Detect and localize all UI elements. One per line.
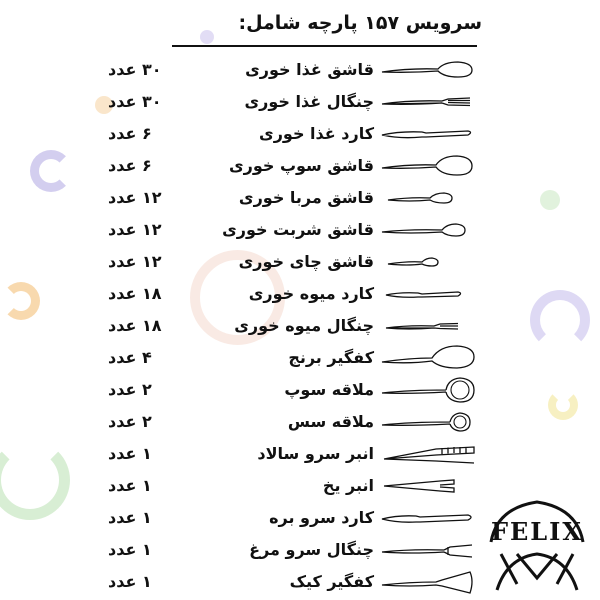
tea-spoon-icon: [380, 247, 475, 277]
item-count: ۳۰ عدد: [108, 60, 162, 79]
list-item: [0, 54, 600, 86]
item-count: ۱۲ عدد: [108, 252, 162, 271]
item-name: کارد سرو بره: [269, 508, 374, 527]
item-count: ۱۲ عدد: [108, 220, 162, 239]
item-name: کارد میوه خوری: [248, 284, 374, 303]
item-name: کفگیر برنج: [288, 348, 374, 367]
item-count: ۱ عدد: [108, 540, 152, 559]
list-item: [0, 406, 600, 438]
list-item: [0, 86, 600, 118]
decor-dot-purple: [200, 30, 214, 44]
item-count: ۲ عدد: [108, 380, 152, 399]
item-count: ۶ عدد: [108, 156, 152, 175]
item-name: کفگیر کیک: [289, 572, 374, 591]
item-name: قاشق غذا خوری: [245, 60, 374, 79]
list-item: [0, 246, 600, 278]
fork-icon: [380, 87, 475, 117]
soup-ladle-icon: [380, 375, 475, 405]
list-item: [0, 278, 600, 310]
item-count: ۴ عدد: [108, 348, 152, 367]
spoon-icon: [380, 55, 475, 85]
list-item: [0, 214, 600, 246]
sauce-ladle-icon: [380, 407, 475, 437]
knife-icon: [380, 119, 475, 149]
item-count: ۱ عدد: [108, 508, 152, 527]
list-item: [0, 342, 600, 374]
item-name: چنگال میوه خوری: [234, 316, 374, 335]
item-count: ۱ عدد: [108, 476, 152, 495]
list-item: [0, 374, 600, 406]
item-name: ملاقه سوپ: [284, 380, 374, 399]
item-count: ۶ عدد: [108, 124, 152, 143]
list-item: [0, 310, 600, 342]
item-name: قاشق مربا خوری: [238, 188, 374, 207]
rice-skimmer-icon: [380, 343, 475, 373]
item-name: کارد غذا خوری: [259, 124, 374, 143]
item-count: ۱۸ عدد: [108, 284, 162, 303]
logo-text: FELIX: [490, 517, 584, 546]
sherbet-spoon-icon: [380, 215, 475, 245]
salad-tongs-icon: [380, 439, 475, 469]
list-item: [0, 182, 600, 214]
title-underline: [172, 45, 477, 47]
item-name: چنگال غذا خوری: [244, 92, 374, 111]
item-name: قاشق شربت خوری: [222, 220, 374, 239]
carving-knife-icon: [380, 503, 475, 533]
felix-logo: [487, 498, 587, 593]
carving-fork-icon: [380, 535, 475, 565]
page-title: سرویس ۱۵۷ پارچه شامل:: [238, 12, 482, 34]
fruit-fork-icon: [380, 311, 475, 341]
item-name: ملاقه سس: [287, 412, 374, 431]
soup-spoon-icon: [380, 151, 475, 181]
item-name: انبر سرو سالاد: [257, 444, 374, 463]
jam-spoon-icon: [380, 183, 475, 213]
item-count: ۱۸ عدد: [108, 316, 162, 335]
cake-server-icon: [380, 567, 475, 597]
item-count: ۱ عدد: [108, 572, 152, 591]
item-count: ۲ عدد: [108, 412, 152, 431]
item-count: ۱ عدد: [108, 444, 152, 463]
item-name: قاشق چای خوری: [238, 252, 374, 271]
item-name: انبر یخ: [322, 476, 374, 495]
item-name: چنگال سرو مرغ: [249, 540, 374, 559]
list-item: [0, 118, 600, 150]
list-item: [0, 438, 600, 470]
ice-tongs-icon: [380, 471, 475, 501]
item-count: ۱۲ عدد: [108, 188, 162, 207]
item-name: قاشق سوپ خوری: [228, 156, 374, 175]
item-count: ۳۰ عدد: [108, 92, 162, 111]
list-item: [0, 150, 600, 182]
fruit-knife-icon: [380, 279, 475, 309]
